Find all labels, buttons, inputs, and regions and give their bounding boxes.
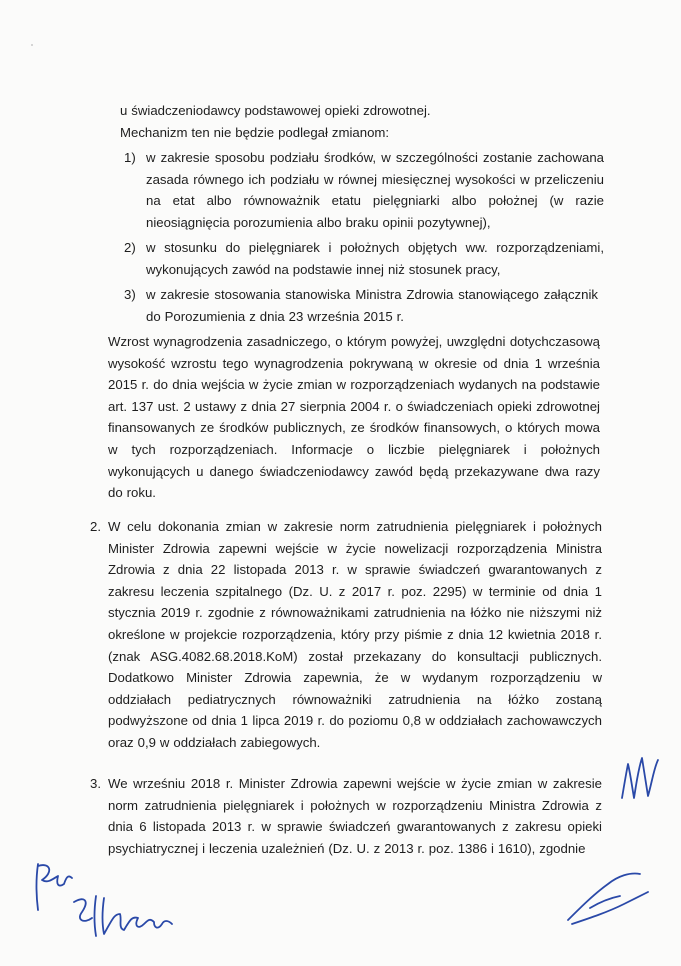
- sublist-number-3: 3): [124, 287, 136, 302]
- list-item-2: W celu dokonania zmian w zakresie norm zatrudnienia pielęgniarek i położnych Minister Zdrowia zapewni wejście w życie nowelizacji rozporządzenia Ministra Zdrowia z dnia 22 listopada 2013 r. w sprawie świadczeń gwarantowanych z zakresu leczenia szpitalnego (Dz. U. z 2017 r. poz. 2295) w terminie od dnia 1 stycznia 2019 r. zgodnie z równoważnikami zatrudnienia na łóżko nie niższymi niż określone w projekcie rozporządzenia, który przy piśmie z dnia 12 kwietnia 2018 r. (znak ASG.4082.68.2018.KoM) został przekazany do konsultacji publicznych. Dodatkowo Minister Zdrowia zapewnia, że w wydanym rozporządzeniu w oddziałach pediatrycznych równoważniki zatrudnienia na łóżko zostaną podwyższone od dnia 1 lipca 2019 r. do poziomu 0,8 w oddziałach zachowawczych oraz 0,9 w oddziałach zabiegowych.: [108, 519, 602, 750]
- body-paragraph: Wzrost wynagrodzenia zasadniczego, o którym powyżej, uwzględni dotychczasową wysokość wzrostu tego wynagrodzenia pokrywaną w okresie od dnia 1 września 2015 r. do dnia wejścia w życie zmian w rozporządzeniach wydanych na podstawie art. 137 ust. 2 ustawy z dnia 27 sierpnia 2004 r. o świadczeniach opieki zdrowotnej finansowanych ze środków publicznych, ze środków finansowych, o których mowa w tych rozporządzeniach. Informacje o liczbie pielęgniarek i położnych wykonujących u danego świadczeniodawcy zawód będą przekazywane dwa razy do roku.: [108, 334, 600, 501]
- intro-line-2: Mechanizm ten nie będzie podlegał zmianom:: [120, 125, 390, 140]
- scan-speck: [31, 44, 33, 46]
- sublist-number-1: 1): [124, 150, 136, 165]
- sublist-item-3: w zakresie stosowania stanowiska Ministra Zdrowia stanowiącego załącznik do Porozumienia z dnia 23 września 2015 r.: [146, 287, 598, 324]
- sublist-number-2: 2): [124, 240, 136, 255]
- handwritten-signature-right: [560, 868, 656, 932]
- handwritten-signature-bottom: [68, 890, 178, 950]
- sublist-item-1: w zakresie sposobu podziału środków, w szczególności zostanie zachowana zasada równego ich podziału w równej miesięcznej wysokości w przeliczeniu na etat albo równoważnik etatu pielęgniarki albo położnej (w razie nieosiągnięcia porozumienia albo braku opinii pozytywnej),: [146, 150, 604, 230]
- list-item-3: We wrześniu 2018 r. Minister Zdrowia zapewni wejście w życie zmian w zakresie norm zatrudnienia pielęgniarek i położnych w rozporządzeniu Ministra Zdrowia z dnia 6 listopada 2013 r. w sprawie świadczeń gwarantowanych z zakresu opieki psychiatrycznej i leczenia uzależnień (Dz. U. z 2013 r. poz. 1386 i 1610), zgodnie: [108, 776, 602, 856]
- list-number-2: 2.: [90, 519, 101, 534]
- handwritten-initials-right: [616, 752, 666, 814]
- list-number-3: 3.: [90, 776, 101, 791]
- sublist-item-2: w stosunku do pielęgniarek i położnych objętych ww. rozporządzeniami, wykonujących zawód na podstawie innej niż stosunek pracy,: [146, 240, 604, 277]
- intro-line-1: u świadczeniodawcy podstawowej opieki zdrowotnej.: [120, 103, 431, 118]
